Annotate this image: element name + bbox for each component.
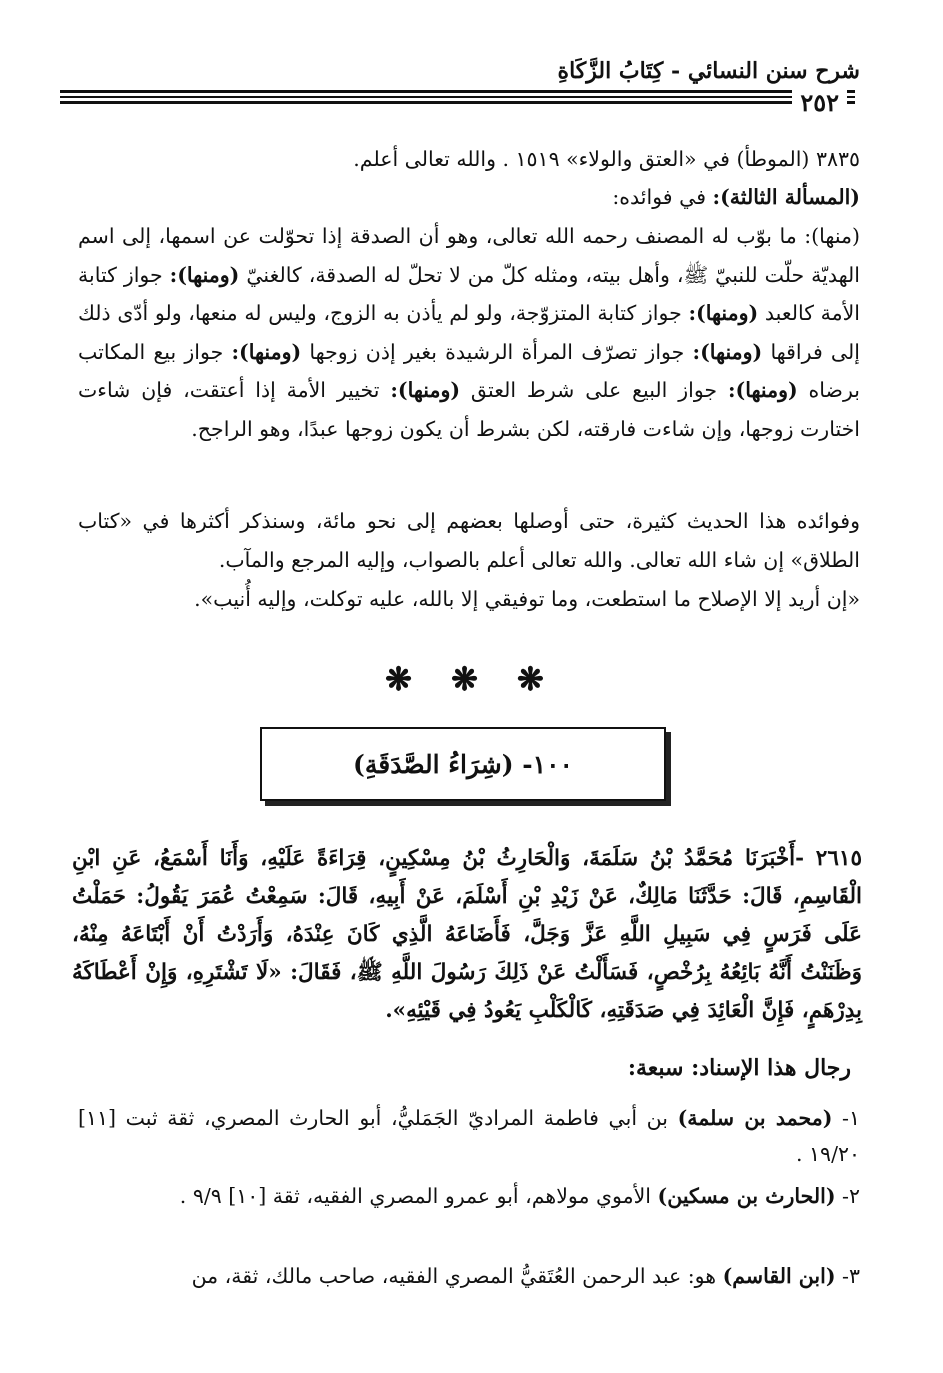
narrator-name: (ابن القاسم) [722,1264,836,1288]
benefit-marker: (ومنها): [231,339,302,364]
footnote-text: ٣٨٣٥ (الموطأ) في «العتق والولاء» ١٥١٩ . والله تعالى أعلم. [353,147,860,171]
issue-text: في فوائده: [612,185,706,209]
closing-paragraph [78,502,860,579]
benefit-marker: (ومنها): [688,301,759,325]
section-separator: ❋ ❋ ❋ [385,660,558,698]
benefit-text: تخيير الأمة إذا أعتقت، فإن شاءت اختارت زوجها، وإن شاءت فارقته، لكن بشرط أن يكون زوجها عبدًا، وهو الراجح. [78,378,860,441]
chapter-title-box [260,727,666,801]
benefits-paragraph [78,217,860,448]
benefit-marker: (ومنها): [692,339,763,364]
narrator-entry [78,1258,860,1294]
benefit-marker: (ومنها): [169,262,240,287]
closing-text: وفوائده هذا الحديث كثيرة، حتى أوصلها بعضهم إلى نحو مائة، وسنذكر أكثرها في «كتاب الطلاق» إن شاء الله تعالى. والله تعالى أعلم بالصواب، وإليه المرجع والمآب. [78,509,860,572]
benefit-text: جواز كتابة المتزوّجة، ولو لم يأذن به الزوج، وليس له منعها، ولو أدّى ذلك إلى فراقها [78,301,860,364]
footnote-line [78,140,860,179]
narrator-entry [78,1178,860,1214]
benefit-text: جواز تصرّف المرأة الرشيدة بغير إذن زوجها [309,339,685,364]
narrator-description: بن أبي فاطمة المراديّ الجَمَليُّ، أبو الحارث المصري، ثقة ثبت [١١] ١٩/٢٠ . [78,1106,860,1166]
chapter-title: ١٠٠- (شِرَاءُ الصَّدَقَةِ) [353,749,573,779]
narrator-number: ٢- [842,1184,860,1208]
header-rule [60,90,855,93]
benefit-marker: (ومنها): [727,378,798,402]
narrator-name: (الحارث بن مسكين) [657,1184,836,1208]
hadith-body: ٢٦١٥ -أَخْبَرَنَا مُحَمَّدُ بْنُ سَلَمَةَ، وَالْحَارِثُ بْنُ مِسْكِينٍ، قِرَاءَةً عَلَيْهِ، وَأَنَا أَسْمَعُ، عَنِ ابْنِ الْقَاسِمِ، قَالَ: حَدَّثَنَا مَالِكٌ، عَنْ زَيْدِ بْنِ أَسْلَمَ، عَنْ أَبِيهِ، قَالَ: سَمِعْتُ عُمَرَ يَقُولُ: حَمَلْتُ عَلَى فَرَسٍ فِي سَبِيلِ اللَّهِ عَزَّ وَجَلَّ، فَأَضَاعَهُ الَّذِي كَانَ عِنْدَهُ، وَأَرَدْتُ أَنْ أَبْتَاعَهُ مِنْهُ، وَظَنَنْتُ أَنَّهُ بَائِعُهُ بِرُخْصٍ، فَسَأَلْتُ عَنْ ذَلِكَ رَسُولَ اللَّهِ ﷺ، فَقَالَ: «لَا تَشْتَرِهِ، وَإِنْ أَعْطَاكَهُ بِدِرْهَمٍ، فَإِنَّ الْعَائِدَ فِي صَدَقَتِهِ، كَالْكَلْبِ يَعُودُ فِي قَيْئِهِ». [72,846,862,1023]
narrator-entry [78,1100,860,1172]
issue-heading [78,178,860,217]
benefit-marker: (ومنها): [390,378,461,402]
benefit-text: (منها): ما بوّب له المصنف رحمه الله تعالى، وهو أن الصدقة إذا تحوّلت عن اسمها، إلى اسم الهديّة حلّت للنبيّ ﷺ، وأهل بيته، ومثله كلّ من لا تحلّ له الصدقة، كالغنيّ [78,224,860,287]
narrator-number: ١- [842,1106,860,1130]
narrator-name: (محمد بن سلمة) [677,1106,833,1130]
benefit-text: جواز بيع المكاتب برضاه [78,339,860,402]
issue-label: (المسألة الثالثة): [712,185,860,209]
running-header-title: شرح سنن النسائي - كِتَابُ الزَّكَاةِ [557,58,860,84]
page-number: ٢٥٢ [792,88,847,117]
quran-quote-paragraph [78,580,860,619]
narrator-description: هو: عبد الرحمن العُتَقيُّ المصري الفقيه، صاحب مالك، ثقة، من [191,1264,717,1288]
quran-quote: «إن أريد إلا الإصلاح ما استطعت، وما توفيقي إلا بالله، عليه توكلت، وإليه أُنيب». [194,587,860,611]
header-rule [60,96,855,98]
narrator-number: ٣- [842,1264,860,1288]
header-rule [60,101,855,104]
benefit-text: جواز البيع على شرط العتق [470,378,718,402]
narrator-description: الأموي مولاهم، أبو عمرو المصري الفقيه، ثقة [١٠] ٩/٩ . [179,1184,651,1208]
benefit-text: جواز كتابة الأمة كالعبد [78,262,860,325]
hadith-text [72,840,862,1030]
rijal-heading: رجال هذا الإسناد: سبعة: [627,1055,851,1081]
